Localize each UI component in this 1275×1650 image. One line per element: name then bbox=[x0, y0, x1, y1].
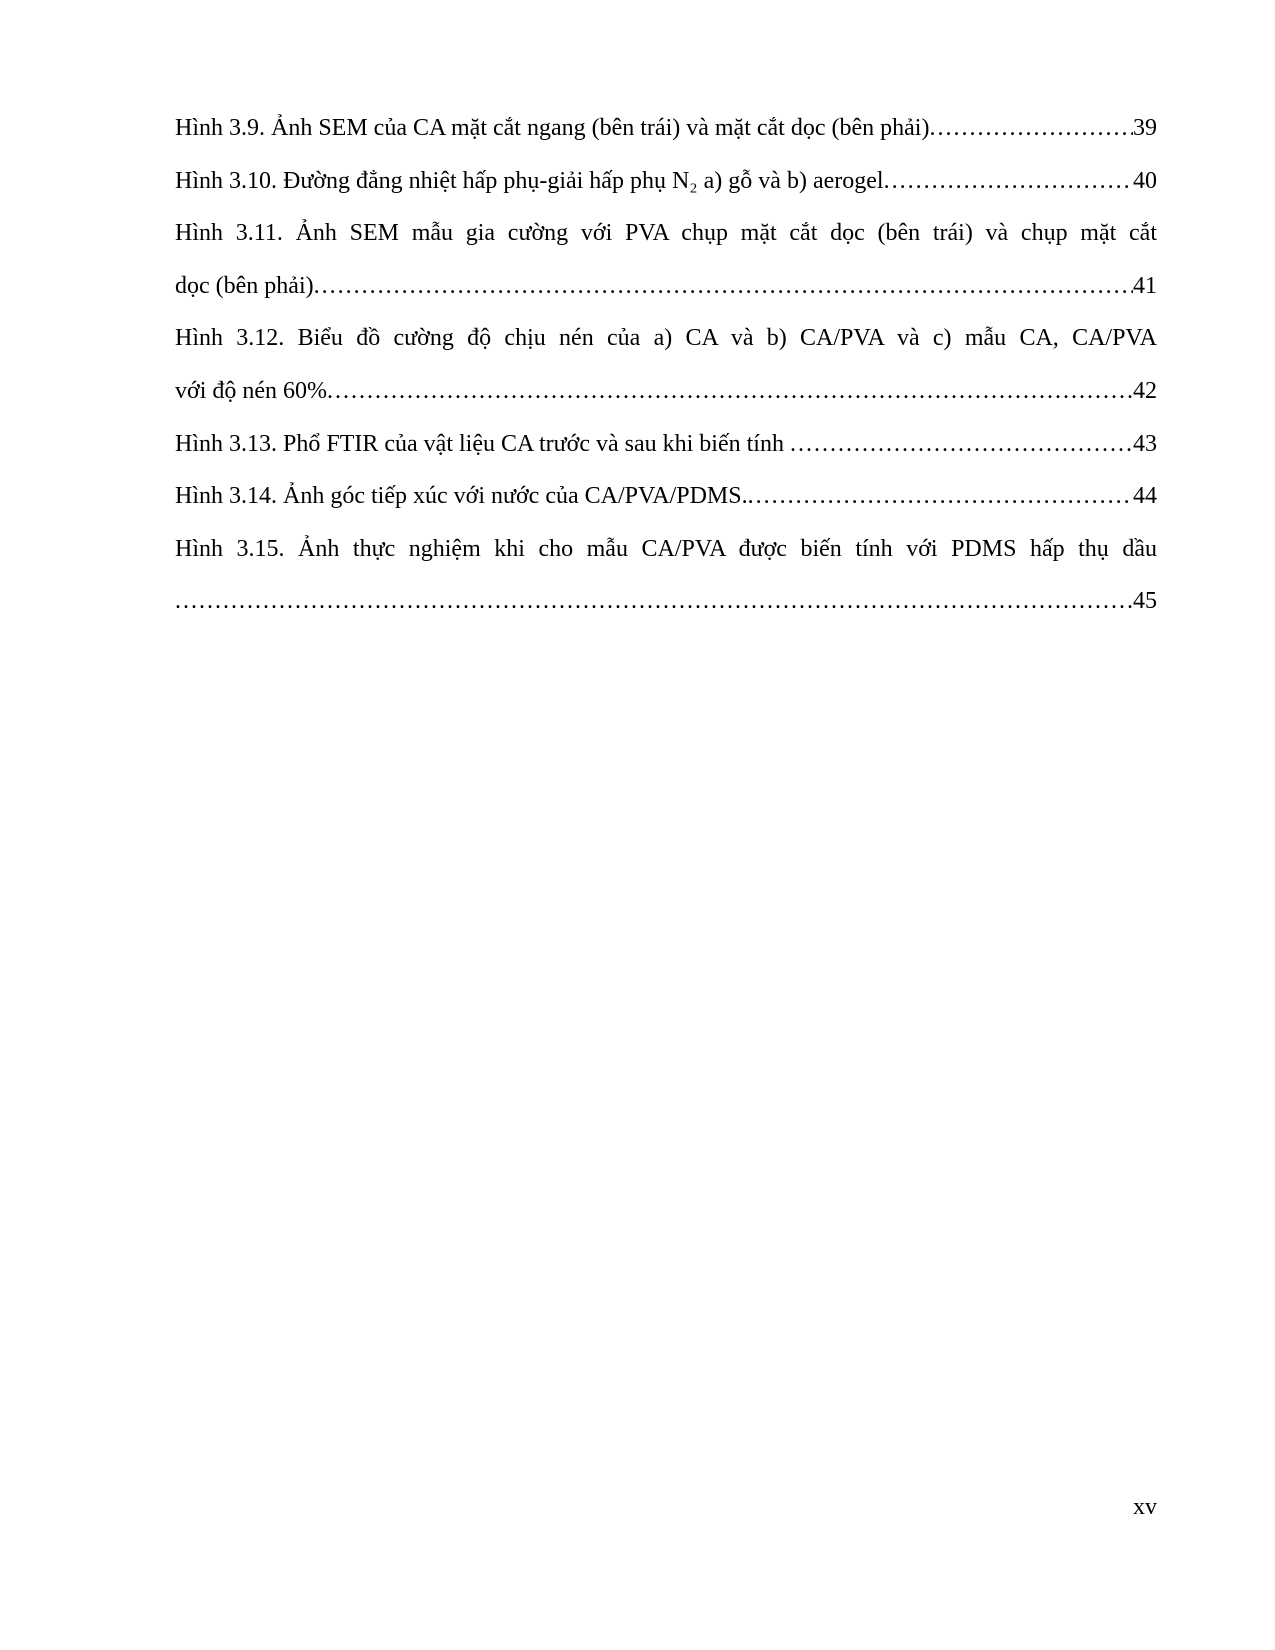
toc-page-number: 41 bbox=[1133, 272, 1157, 299]
toc-entry bbox=[175, 102, 1157, 155]
dot-leader bbox=[327, 365, 1133, 418]
figure-list bbox=[175, 102, 1157, 628]
toc-entry-last-line bbox=[175, 470, 1157, 523]
dot-leader bbox=[748, 470, 1133, 523]
toc-entry-text-line: Hình 3.12. Biểu đồ cường độ chịu nén của a) CA và b) CA/PVA và c) mẫu CA, CA/PVA bbox=[175, 325, 1157, 352]
dot-leader bbox=[790, 418, 1133, 471]
toc-entry-text: Hình 3.10. Đường đẳng nhiệt hấp phụ-giải hấp phụ N₂ a) gỗ và b) aerogel bbox=[175, 167, 884, 194]
toc-entry bbox=[175, 470, 1157, 523]
toc-entry-last-line bbox=[175, 418, 1157, 471]
dot-leader bbox=[314, 260, 1133, 313]
toc-entry-last-line bbox=[175, 575, 1157, 628]
toc-entry-text-line: Hình 3.15. Ảnh thực nghiệm khi cho mẫu CA/PVA được biến tính với PDMS hấp thụ dầu bbox=[175, 535, 1157, 562]
toc-entry-text: Hình 3.13. Phổ FTIR của vật liệu CA trước và sau khi biến tính bbox=[175, 430, 790, 457]
toc-entry-text: Hình 3.14. Ảnh góc tiếp xúc với nước của CA/PVA/PDMS. bbox=[175, 483, 748, 510]
toc-page-number: 40 bbox=[1133, 167, 1157, 194]
toc-entry bbox=[175, 523, 1157, 628]
toc-page-number: 42 bbox=[1133, 377, 1157, 404]
toc-entry-text: với độ nén 60% bbox=[175, 377, 328, 404]
toc-entry-last-line bbox=[175, 260, 1157, 313]
toc-page-number: 45 bbox=[1133, 588, 1157, 615]
toc-page-number: 39 bbox=[1133, 115, 1157, 141]
toc-entry-text-line: Hình 3.11. Ảnh SEM mẫu gia cường với PVA chụp mặt cắt dọc (bên trái) và chụp mặt cắt bbox=[175, 220, 1157, 247]
toc-entry bbox=[175, 418, 1157, 471]
toc-entry-text: dọc (bên phải) bbox=[175, 272, 314, 299]
toc-entry bbox=[175, 312, 1157, 417]
dot-leader bbox=[175, 575, 1133, 628]
toc-entry-last-line bbox=[175, 102, 1157, 155]
toc-entry-text: Hình 3.9. Ảnh SEM của CA mặt cắt ngang (bên trái) và mặt cắt dọc (bên phải) bbox=[175, 115, 930, 141]
dot-leader bbox=[884, 155, 1133, 208]
toc-page-number: 44 bbox=[1133, 483, 1157, 510]
dot-leader bbox=[929, 102, 1133, 155]
toc-page-number: 43 bbox=[1133, 430, 1157, 457]
toc-entry-last-line bbox=[175, 365, 1157, 418]
toc-entry-last-line bbox=[175, 155, 1157, 208]
toc-entry bbox=[175, 207, 1157, 312]
footer-page-number: xv bbox=[1133, 1494, 1157, 1520]
toc-entry bbox=[175, 155, 1157, 208]
